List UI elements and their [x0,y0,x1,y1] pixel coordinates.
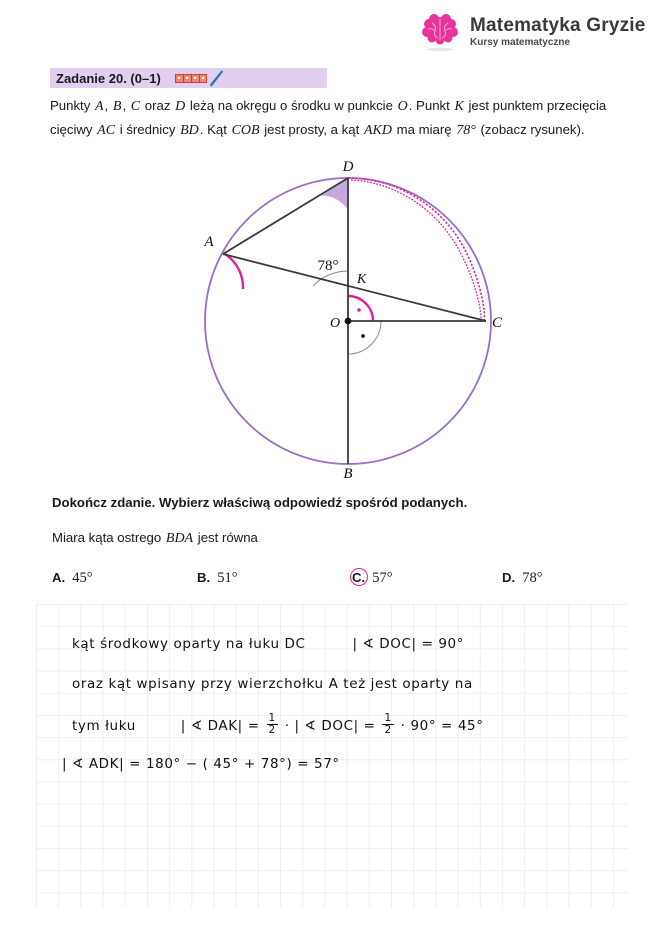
answer-options [52,570,617,594]
fraction-numerator: 1 [268,712,276,724]
answer-option-b[interactable] [197,570,238,587]
problem-text-run: jest prosty, a kąt [260,121,363,137]
note-line-1-right: | ∢ DOC| = 90° [352,636,465,652]
answer-value-d: 78° [522,570,543,586]
brain-icon [420,12,460,52]
problem-text-run: . Kąt [199,121,231,137]
math-var-BD: BD [180,122,199,138]
math-var-AKD: AKD [363,122,392,138]
angle-fill-at-D [322,178,348,210]
answer-option-a[interactable] [52,570,93,587]
score-box [175,74,183,83]
score-box [191,74,199,83]
handwritten-notes-grid [36,604,628,908]
problem-text-run: jest punktem przecięcia cięciwy [50,98,607,137]
fraction-numerator: 1 [384,712,392,724]
note-line-4: | ∢ ADK| = 180° − ( 45° + 78°) = 57° [62,756,340,772]
label-D: D [342,159,354,175]
right-angle-arc-COB [348,321,381,354]
problem-text-run: Punkty [50,98,94,113]
note-line-3-a: | ∢ DAK| = [180,717,260,734]
note-line-2: oraz kąt wpisany przy wierzchołku A też jest oparty na [72,676,473,692]
label-C: C [491,315,503,331]
answer-letter-d: D. [502,570,516,585]
math-var-AC: AC [97,122,116,138]
math-var-O: O [397,99,408,114]
chord-AC [223,254,486,321]
question-prefix: Miara kąta ostrego [52,530,165,545]
brand-logo [420,8,650,56]
note-line-3-c: · 90° = 45° [400,717,484,734]
angle-label-78: 78° [317,258,339,274]
math-var-COB: COB [231,122,260,138]
highlight-arc-DC-inner [351,180,481,322]
question-angle-var: BDA [165,531,194,546]
fraction-one-half-second [382,713,393,736]
question-suffix: jest równa [194,530,258,545]
answer-letter-c: C. [352,570,366,585]
note-line-1-left: kąt środkowy oparty na łuku DC [72,636,306,652]
note-line-3 [72,714,484,737]
geometry-figure [185,158,515,480]
answer-value-c: 57° [372,570,393,586]
answer-letter-a: A. [52,570,66,585]
center-point-O [345,318,352,325]
problem-text-run: i średnicy [116,121,180,137]
score-box [183,74,191,83]
fraction-denominator: 2 [268,724,276,737]
label-B: B [343,466,353,480]
angle-arc-DOC [348,296,373,321]
math-var-C: C [130,99,141,114]
highlight-arc-DC [348,178,484,321]
answer-value-b: 51° [217,570,238,586]
logo-title: Matematyka Gryzie [470,14,646,36]
fraction-one-half-first [267,713,278,736]
label-A: A [204,234,214,250]
logo-text-block [470,16,646,48]
note-line-3-left: tym łuku [72,717,136,734]
problem-text-run: . Punkt [408,98,454,113]
task-number-label: Zadanie 20. (0–1) [56,70,161,86]
question-text [52,530,258,547]
answer-option-d[interactable] [502,570,543,587]
logo-subtitle: Kursy matematyczne [470,36,571,48]
problem-text-run: , [104,98,112,113]
label-O: O [329,316,341,331]
note-line-1 [72,636,464,652]
pencil-icon [208,69,224,87]
problem-text-run: , [122,98,130,113]
math-var-B: B [112,99,122,114]
problem-text-run: leżą na okręgu o środku w punkcie [186,98,397,113]
problem-statement [50,95,615,142]
four-point-boxes-icon [175,74,207,83]
score-box [199,74,207,83]
label-K: K [357,272,367,287]
task-header-band [50,68,327,88]
angle-dot-DOC [357,308,361,312]
segment-DA [223,178,348,254]
math-var-D: D [175,99,186,114]
logo-shadow [426,48,454,51]
problem-text-run: ma miarę [392,121,456,137]
note-line-3-b: · | ∢ DOC| = [284,717,376,734]
answer-letter-b: B. [197,570,211,585]
answer-value-a: 45° [72,570,93,586]
instruction-text: Dokończ zdanie. Wybierz właściwą odpowiedź spośród podanych. [52,495,468,510]
right-angle-dot-COB [361,334,365,338]
problem-text-run: (zobacz rysunek). [476,121,585,137]
fraction-denominator: 2 [384,724,392,737]
problem-text-run: oraz [141,98,175,113]
answer-option-c[interactable] [352,570,393,587]
angle-value-78: 78° [456,122,476,138]
math-var-A: A [94,99,104,114]
math-var-K: K [454,99,464,114]
